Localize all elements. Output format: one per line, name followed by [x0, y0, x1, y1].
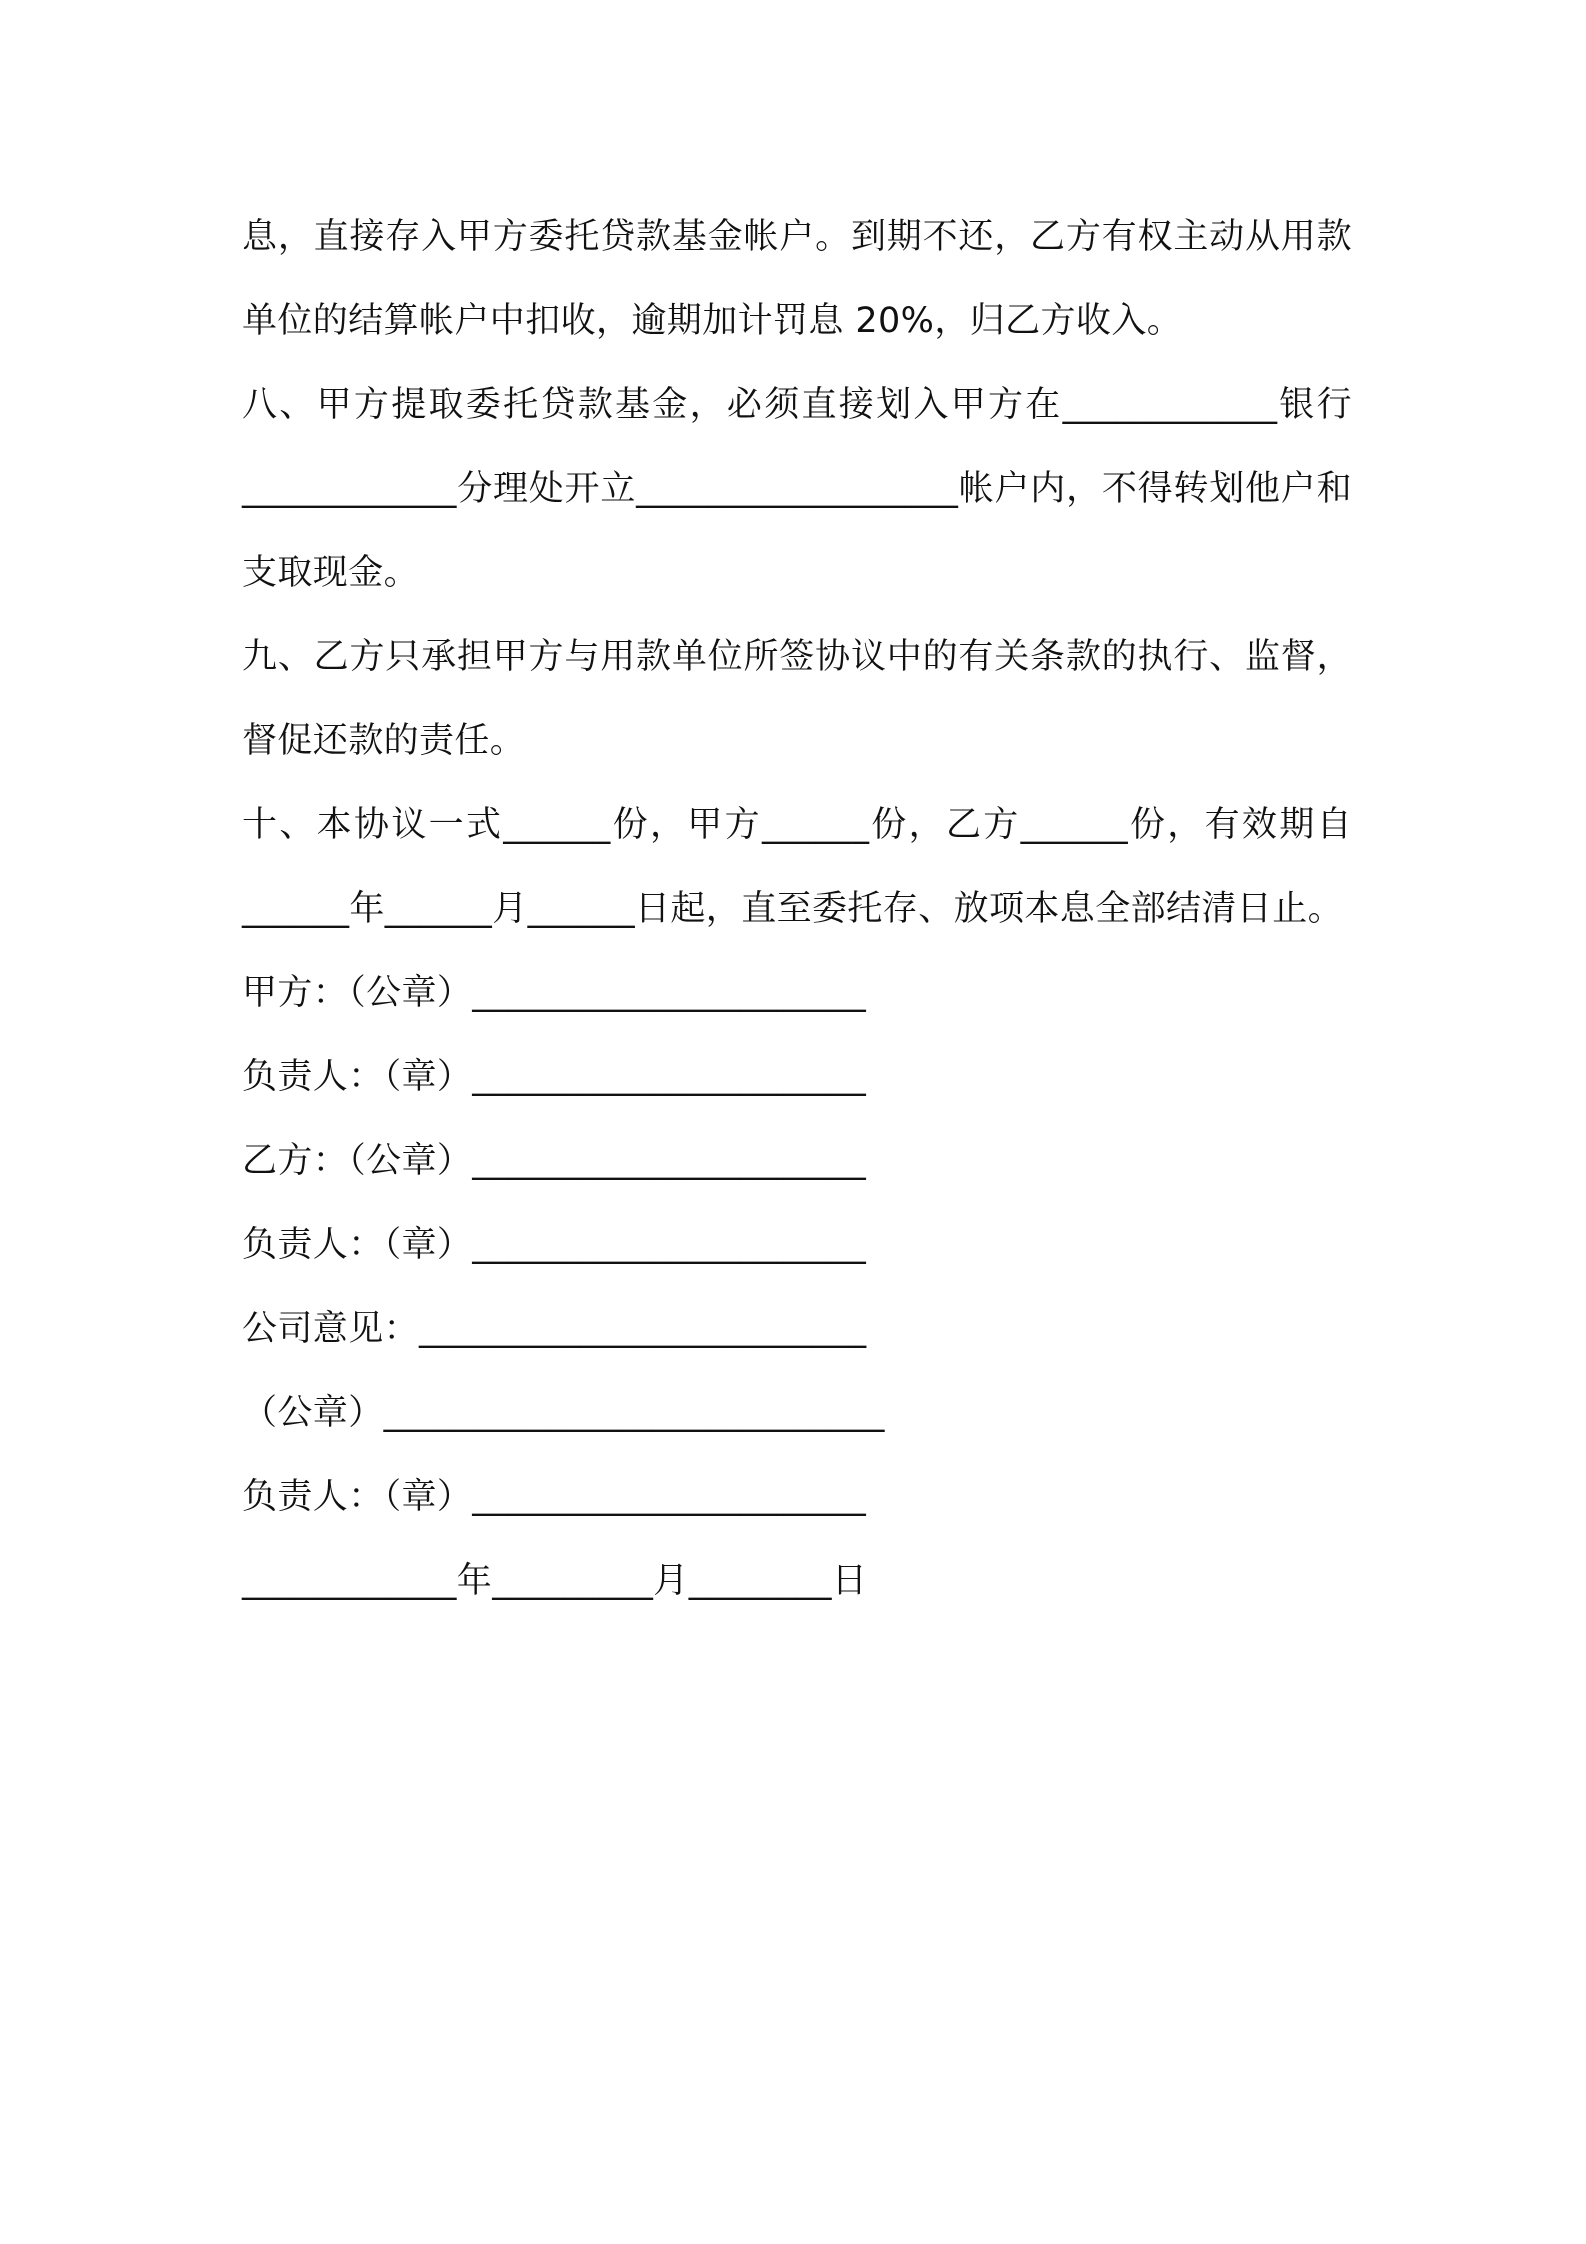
signature-date-line: ____________年_________月________日 [242, 1561, 868, 1601]
paragraph-continuation: 息，直接存入甲方委托贷款基金帐户。到期不还，乙方有权主动从用款单位的结算帐户中扣收，逾期加计罚息 20%，归乙方收入。 [242, 217, 1352, 341]
signature-company-head: 负责人：（章）______________________ [242, 1477, 867, 1517]
clause-10: 十、本协议一式______份，甲方______份，乙方______份，有效期自______年______月______日起，直至委托存、放项本息全部结清日止。 [242, 805, 1352, 929]
signature-party-b-head: 负责人：（章）______________________ [242, 1225, 867, 1265]
clause-8: 八、甲方提取委托贷款基金，必须直接划入甲方在____________银行____________分理处开立__________________帐户内，不得转划他户和支取现金。 [242, 385, 1352, 593]
clause-9: 九、乙方只承担甲方与用款单位所签协议中的有关条款的执行、监督，督促还款的责任。 [242, 637, 1352, 761]
document-body [242, 195, 1352, 1623]
signature-company-seal: （公章）____________________________ [242, 1393, 885, 1433]
signature-party-a-head: 负责人：（章）______________________ [242, 1057, 867, 1097]
signature-company-opinion: 公司意见：_________________________ [242, 1309, 867, 1349]
signature-party-a-seal: 甲方：（公章）______________________ [242, 973, 867, 1013]
signature-party-b-seal: 乙方：（公章）______________________ [242, 1141, 867, 1181]
